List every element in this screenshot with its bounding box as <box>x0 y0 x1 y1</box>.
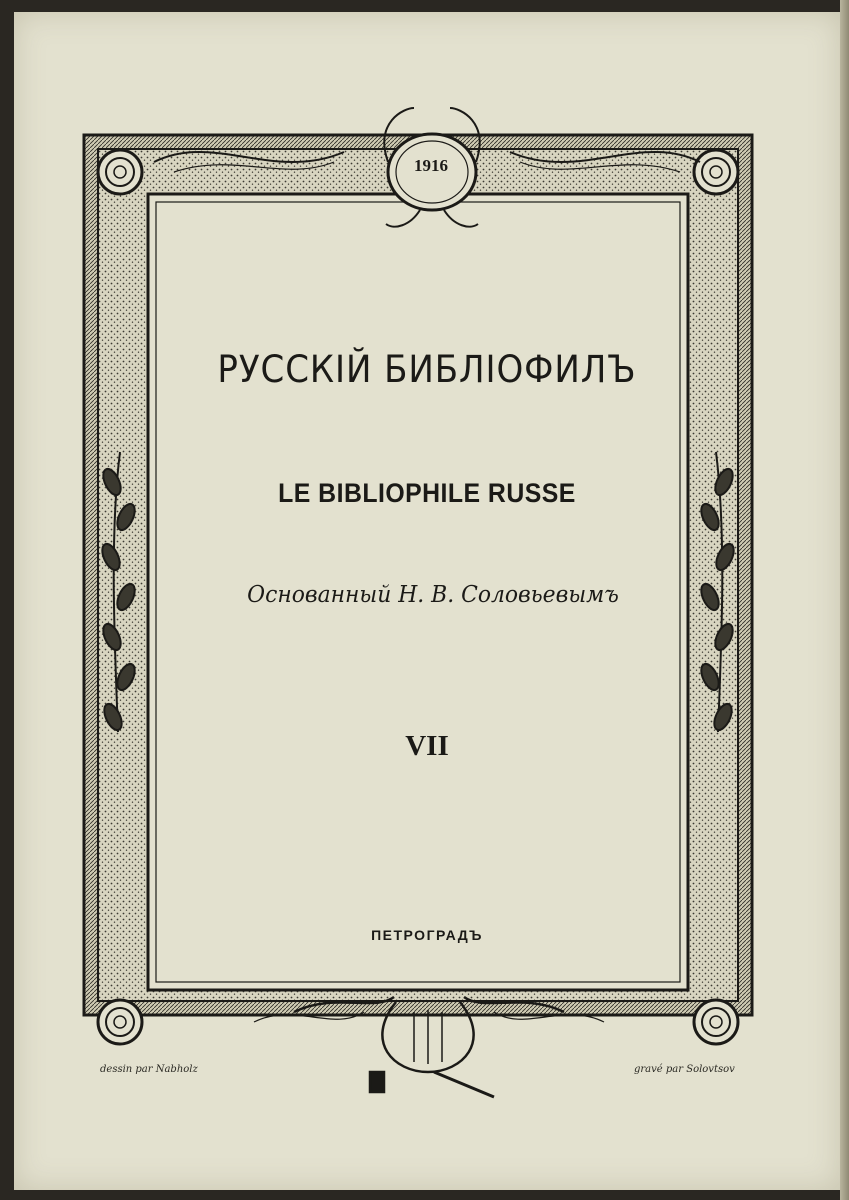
volume-number: VII <box>405 730 449 762</box>
title-russian: РУССКIЙ БИБЛIОФИЛЪ <box>217 348 637 391</box>
publication-city: ПЕТРОГРАДЪ <box>371 927 483 943</box>
corner-rosette-top-right <box>694 150 738 194</box>
year-label: 1916 <box>414 156 448 175</box>
corner-rosette-top-left <box>98 150 142 194</box>
founder-line: Основанный Н. В. Соловьевымъ <box>247 582 619 608</box>
corner-rosette-bottom-left <box>98 1000 142 1044</box>
engraver-credit: gravé par Solovtsov <box>634 1064 735 1075</box>
page-edge <box>840 0 849 1200</box>
title-page <box>14 12 840 1190</box>
corner-rosette-bottom-right <box>694 1000 738 1044</box>
title-french: LE BIBLIOPHILE RUSSE <box>278 478 576 508</box>
designer-credit: dessin par Nabholz <box>100 1064 198 1075</box>
